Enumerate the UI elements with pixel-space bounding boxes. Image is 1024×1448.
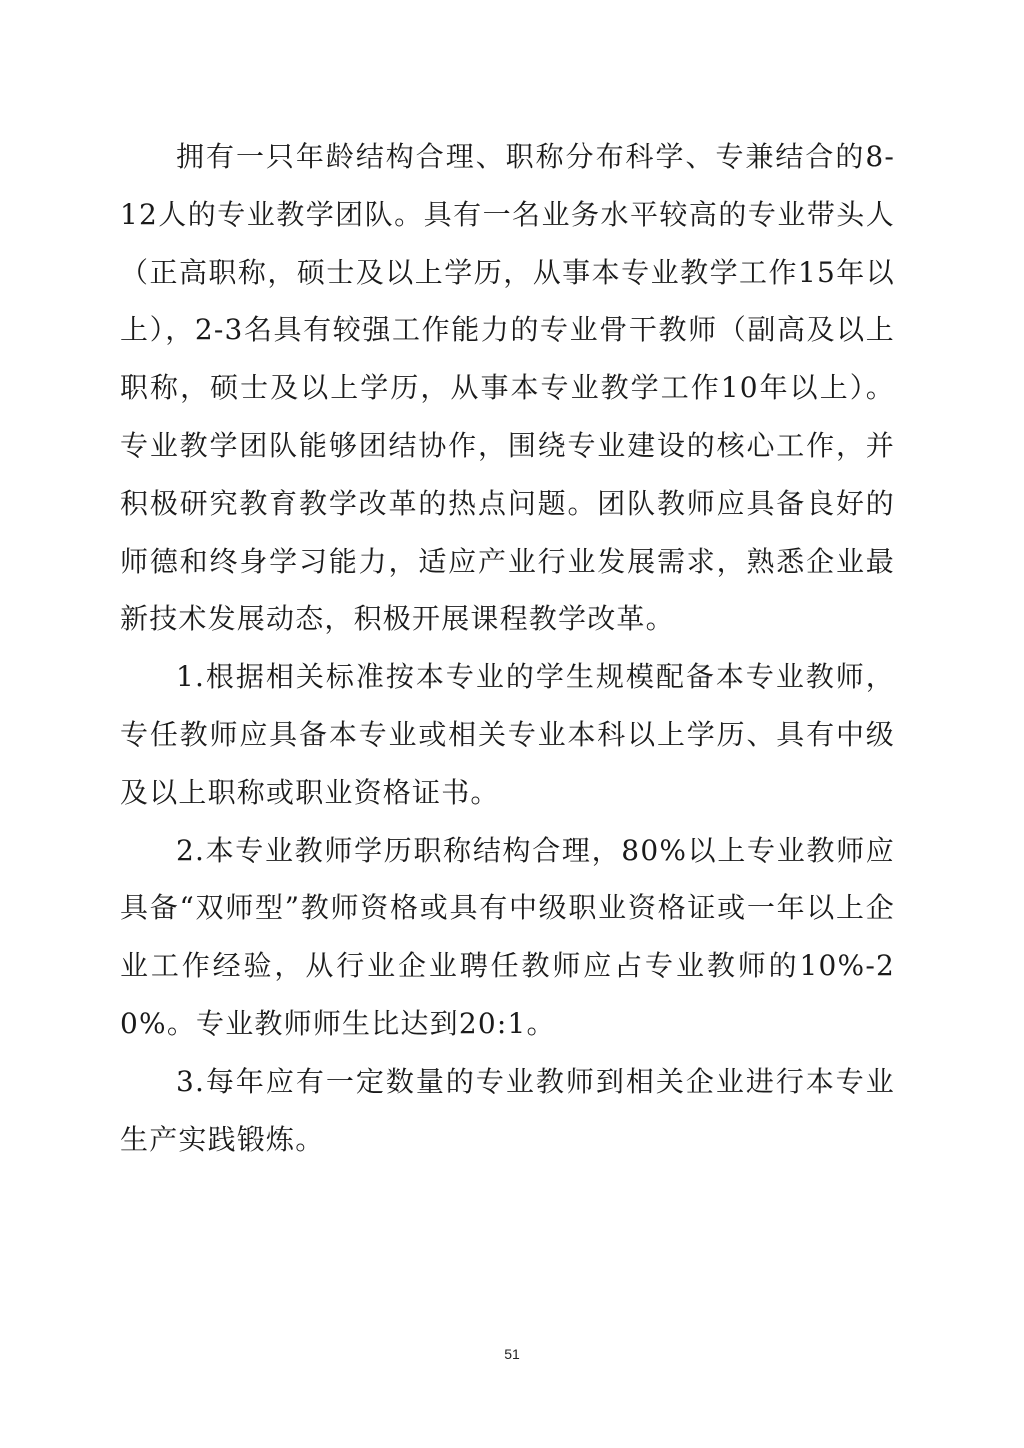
page-number: 51 — [504, 1346, 520, 1362]
paragraph-teaching-team: 拥有一只年龄结构合理、职称分布科学、专兼结合的8-12人的专业教学团队。具有一名业务水平较高的专业带头人（正高职称，硕士及以上学历，从事本专业教学工作15年以上），2-3名具有较强工作能力的专业骨干教师（副高及以上职称，硕士及以上学历，从事本专业教学工作10年以上）。专业教学团队能够团结协作，围绕专业建设的核心工作，并积极研究教育教学改革的热点问题。团队教师应具备良好的师德和终身学习能力，适应产业行业发展需求，熟悉企业最新技术发展动态，积极开展课程教学改革。 — [120, 140, 895, 636]
paragraph-item-2: 2.本专业教师学历职称结构合理，80%以上专业教师应具备“双师型”教师资格或具有中级职业资格证或一年以上企业工作经验，从行业企业聘任教师应占专业教师的10%-20%。专业教师师生比达到20:1。 — [120, 833, 895, 1040]
paragraph-item-1: 1.根据相关标准按本专业的学生规模配备本专业教师，专任教师应具备本专业或相关专业本科以上学历、具有中级及以上职称或职业资格证书。 — [120, 660, 895, 809]
paragraph-item-3: 3.每年应有一定数量的专业教师到相关企业进行本专业生产实践锻炼。 — [120, 1064, 895, 1156]
document-body — [120, 128, 895, 1168]
